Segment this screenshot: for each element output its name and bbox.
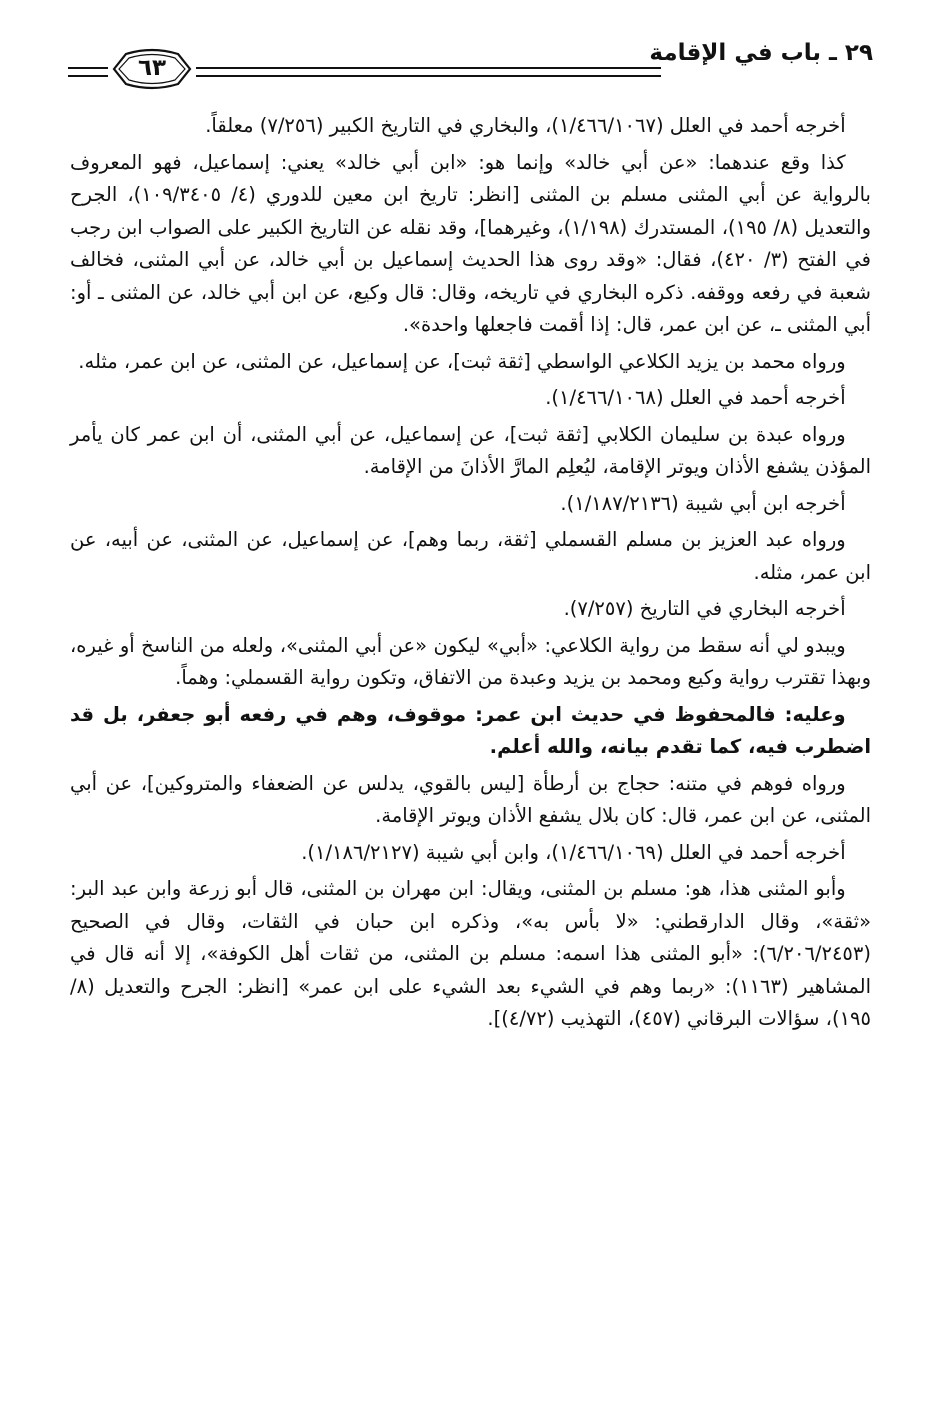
page-number-badge	[112, 48, 192, 90]
paragraph: أخرجه أحمد في العلل (١/٤٦٦/١٠٦٧)، والبخاري في التاريخ الكبير (٧/٢٥٦) معلقاً.	[205, 114, 846, 137]
paragraph: ورواه عبدة بن سليمان الكلابي [ثقة ثبت]، عن إسماعيل، عن أبي المثنى، أن ابن عمر كان يأمر المؤذن يشفع الأذان ويوتر الإقامة، ليُعلِم المارَّ الأذانَ من الإقامة.	[70, 422, 871, 478]
header-rule-right	[196, 67, 661, 77]
paragraph: أخرجه أحمد في العلل (١/٤٦٦/١٠٦٨).	[545, 386, 846, 409]
paragraph: ورواه فوهم في متنه: حجاج بن أرطأة [ليس بالقوي، يدلس عن الضعفاء والمتروكين]، عن أبي المثنى، عن ابن عمر، قال: كان بلال يشفع الأذان ويوتر الإقامة.	[70, 771, 871, 827]
chapter-title: ٢٩ ـ باب في الإقامة	[649, 40, 873, 66]
paragraph: ورواه عبد العزيز بن مسلم القسملي [ثقة، ربما وهم]، عن إسماعيل، عن المثنى، عن أبيه، عن ابن عمر، مثله.	[70, 528, 871, 584]
paragraph: كذا وقع عندهما: «عن أبي خالد» وإنما هو: «ابن أبي خالد» يعني: إسماعيل، فهو المعروف بالرواية عن أبي المثنى مسلم بن المثنى [انظر: تاريخ ابن معين للدوري (٤/ ١٠٩/٣٤٠٥)، الجرح والتعديل (٨/ ١٩٥)، المستدرك (١/١٩٨)، وغيرهما]، وقد نقله عن التاريخ الكبير على الصواب ابن رجب في الفتح (٣/ ٤٢٠)، فقال: «وقد روى هذا الحديث إسماعيل بن أبي خالد، عن أبي المثنى، فخالف شعبة في رفعه ووقفه. ذكره البخاري في تاريخه، وقال: قال وكيع، عن ابن أبي خالد، عن المثنى ـ أو: أبي المثنى ـ، عن ابن عمر، قال: إذا أقمت فاجعلها واحدة».	[70, 150, 871, 336]
paragraph: أخرجه ابن أبي شيبة (١/١٨٧/٢١٣٦).	[560, 491, 846, 515]
page-header	[68, 36, 873, 100]
paragraph: وأبو المثنى هذا، هو: مسلم بن المثنى، ويقال: ابن مهران بن المثنى، قال أبو زرعة وابن عبد البر: «ثقة»، وقال الدارقطني: «لا بأس به»، وذكره ابن حبان في الثقات، وقال في الصحيح (٦/٢٠٦/٢٤٥٣): «أبو المثنى هذا اسمه: مسلم بن المثنى، من ثقات أهل الكوفة»، إلا أنه قال في المشاهير (١١٦٣): «ربما وهم في الشيء بعد الشيء على ابن عمر» [انظر: الجرح والتعديل (٨/ ١٩٥)، سؤالات البرقاني (٤٥٧)، التهذيب (٤/٧٢)].	[70, 877, 872, 1030]
paragraph: أخرجه أحمد في العلل (١/٤٦٦/١٠٦٩)، وابن أبي شيبة (١/١٨٦/٢١٢٧).	[301, 840, 846, 864]
page-number: ٦٣	[137, 55, 167, 81]
paragraph: ورواه محمد بن يزيد الكلاعي الواسطي [ثقة ثبت]، عن إسماعيل، عن المثنى، عن ابن عمر، مثله.	[78, 349, 846, 373]
header-rule-left	[68, 67, 108, 77]
body-text	[70, 110, 871, 1040]
paragraph: أخرجه البخاري في التاريخ (٧/٢٥٧).	[563, 597, 846, 620]
paragraph: ويبدو لي أنه سقط من رواية الكلاعي: «أبي» ليكون «عن أبي المثنى»، ولعله من الناسخ أو غيره، وبهذا تقترب رواية وكيع ومحمد بن يزيد وعبدة من الاتفاق، وتكون رواية القسملي: وهماً.	[70, 633, 871, 689]
paragraph-conclusion: وعليه: فالمحفوظ في حديث ابن عمر: موقوف، وهم في رفعه أبو جعفر، بل قد اضطرب فيه، كما تقدم بيانه، والله أعلم.	[70, 702, 871, 758]
